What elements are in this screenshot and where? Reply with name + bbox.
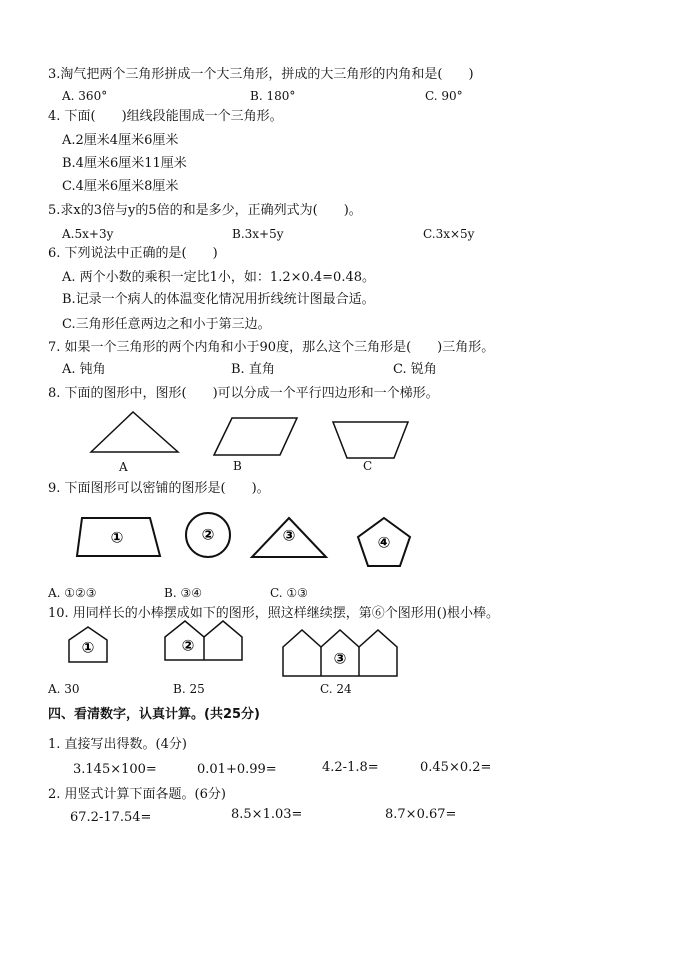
q9-stem: 9. 下面图形可以密铺的图形是( )。 [48,481,270,496]
q4-option-c: C.4厘米6厘米8厘米 [62,179,179,194]
q8-stem: 8. 下面的图形中，图形( )可以分成一个平行四边形和一个梯形。 [48,386,439,401]
calc1-item-1: 3.145×100= [73,762,157,777]
section-4-title: 四、看清数字，认真计算。(共25分) [48,707,260,722]
q8-label-b: B [233,459,242,473]
q10-option-b: B. 25 [173,682,205,696]
shape-label-4: ④ [377,533,391,552]
q4-stem: 4. 下面( )组线段能围成一个三角形。 [48,109,283,124]
shape-label-3: ③ [282,526,296,545]
q7-option-c: C. 锐角 [393,362,437,377]
q9-option-c: C. ①③ [270,586,308,600]
q7-option-b: B. 直角 [231,362,275,377]
q5-option-a: A.5x+3y [62,227,114,241]
q8-label-c: C [363,459,373,473]
q5-stem: 5.求x的3倍与y的5倍的和是多少，正确列式为( )。 [48,203,362,218]
calc1-item-4: 0.45×0.2= [420,760,492,775]
q6-option-b: B.记录一个病人的体温变化情况用折线统计图最合适。 [62,292,375,307]
q9-option-b: B. ③④ [164,586,202,600]
house-label-3: ③ [333,649,347,668]
shape-label-2: ② [201,525,215,544]
q3-option-c: C. 90° [425,89,463,103]
q6-option-a: A. 两个小数的乘积一定比1小，如：1.2×0.4=0.48。 [62,270,376,285]
q6-option-c: C.三角形任意两边之和小于第三边。 [62,317,271,332]
q6-stem: 6. 下列说法中正确的是( ) [48,246,218,261]
q7-stem: 7. 如果一个三角形的两个内角和小于90度，那么这个三角形是( )三角形。 [48,340,495,355]
calc1-stem: 1. 直接写出得数。(4分) [48,737,187,752]
q4-option-a: A.2厘米4厘米6厘米 [62,133,179,148]
q3-option-a: A. 360° [62,89,108,103]
calc2-item-3: 8.7×0.67= [385,807,457,822]
q10-option-c: C. 24 [320,682,352,696]
calc2-item-2: 8.5×1.03= [231,807,303,822]
q8-label-a: A [119,460,128,474]
q10-stem: 10. 用同样长的小棒摆成如下的图形，照这样继续摆，第⑥个图形用()根小棒。 [48,606,499,621]
q9-option-a: A. ①②③ [48,586,97,600]
q3-option-b: B. 180° [250,89,296,103]
calc1-item-3: 4.2-1.8= [322,760,379,775]
shape-label-1: ① [110,528,124,547]
house-label-2: ② [181,636,195,655]
calc2-item-1: 67.2-17.54= [70,810,152,825]
q5-option-b: B.3x+5y [232,227,284,241]
q3-stem: 3.淘气把两个三角形拼成一个大三角形，拼成的大三角形的内角和是( ) [48,67,474,82]
calc2-stem: 2. 用竖式计算下面各题。(6分) [48,787,226,802]
house-label-1: ① [81,638,95,657]
q4-option-b: B.4厘米6厘米11厘米 [62,156,187,171]
q10-option-a: A. 30 [48,682,80,696]
q7-option-a: A. 钝角 [62,362,106,377]
calc1-item-2: 0.01+0.99= [197,762,277,777]
q5-option-c: C.3x×5y [423,227,475,241]
